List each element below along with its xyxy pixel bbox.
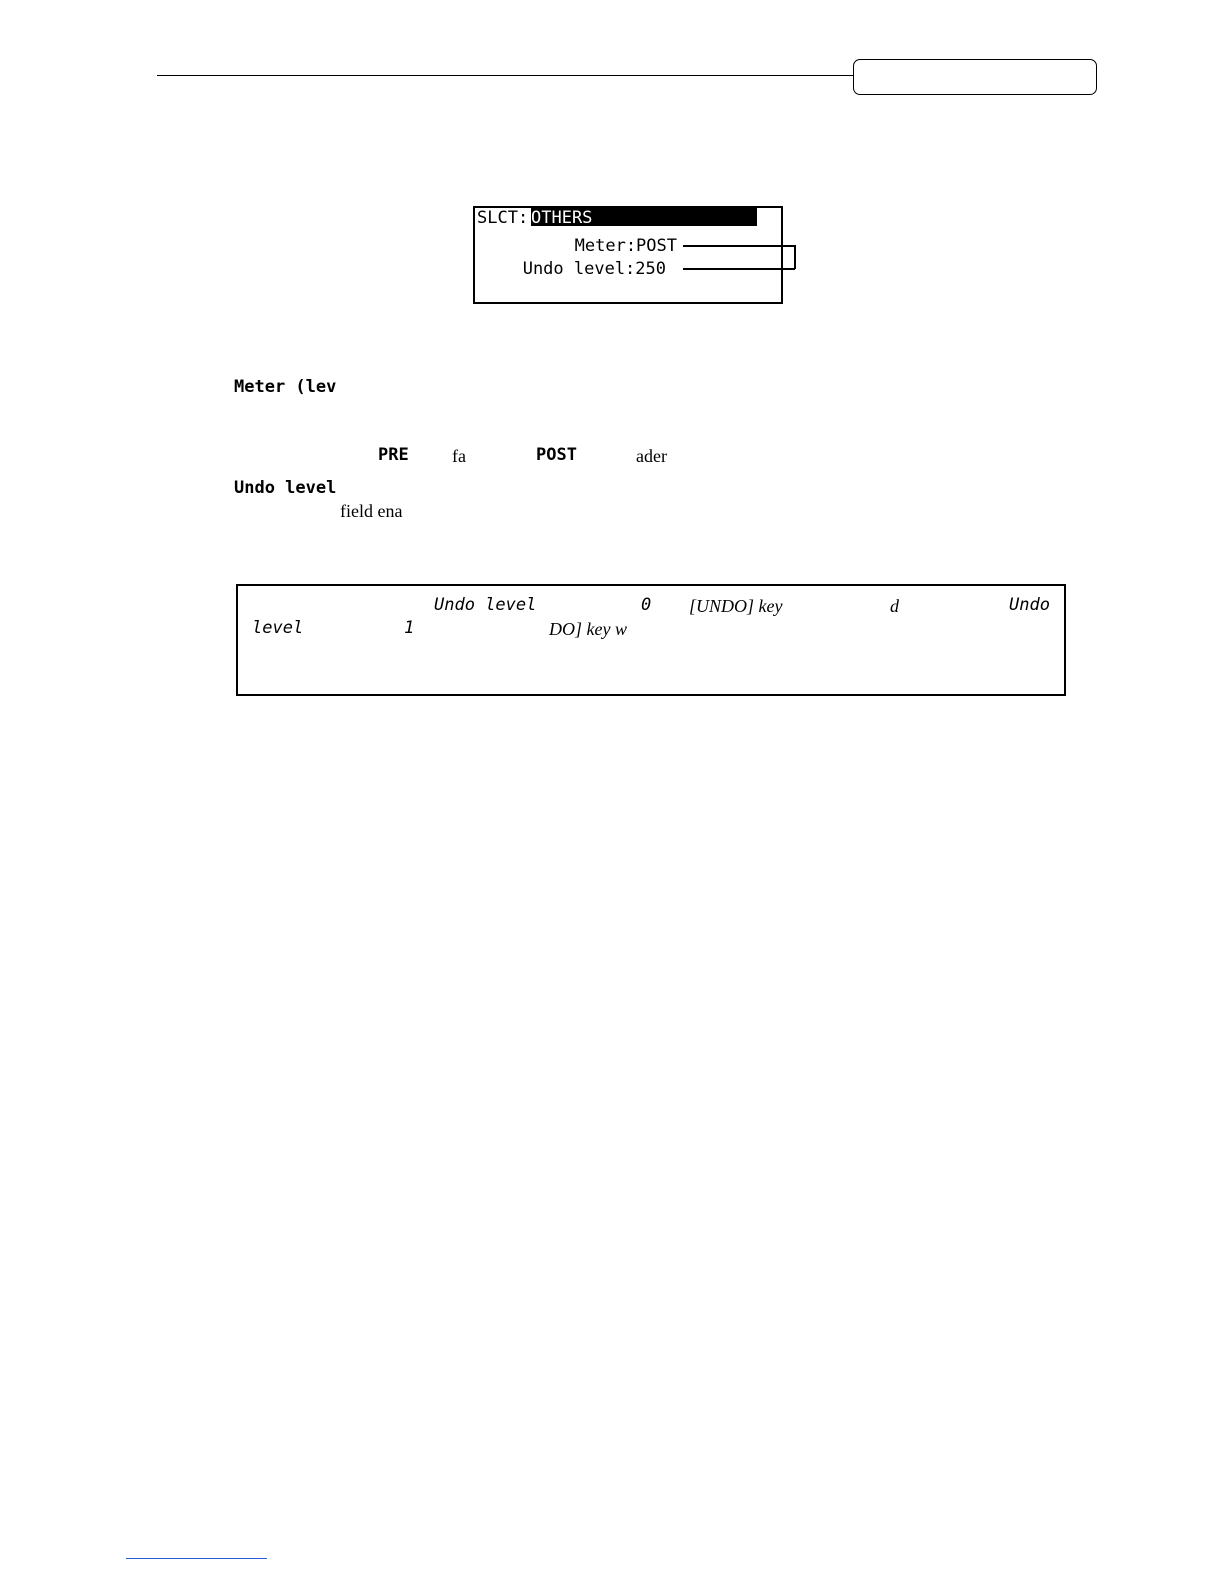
pre-option: PRE <box>378 445 409 465</box>
note-box <box>236 584 1066 696</box>
callout-bracket <box>794 245 796 269</box>
note-undo-key: [UNDO] key <box>689 596 783 616</box>
callout-leader-undo <box>683 268 795 270</box>
body-text-fragment: field ena <box>340 501 403 521</box>
note-text-fragment: DO] key w <box>549 619 627 639</box>
callout-leader-meter <box>683 245 795 247</box>
note-value-zero: 0 <box>641 595 652 615</box>
note-value-one: 1 <box>404 618 415 638</box>
body-text-fragment: fa <box>452 446 466 466</box>
post-option: POST <box>536 445 577 465</box>
lcd-meter-row: Meter:POST <box>574 236 677 256</box>
lcd-undo-row: Undo level:250 <box>522 259 666 279</box>
body-text-fragment: ader <box>636 446 667 466</box>
undo-level-heading: Undo level <box>234 478 337 498</box>
footer-link-rule[interactable] <box>126 1558 267 1559</box>
header-rule <box>157 75 854 76</box>
note-undo: Undo <box>1009 595 1050 615</box>
note-level: level <box>252 618 304 638</box>
note-text-fragment: d <box>890 596 899 616</box>
meter-heading: Meter (lev <box>234 377 337 397</box>
lcd-title-label: SLCT: <box>477 208 529 228</box>
lcd-display <box>473 206 783 304</box>
header-tab <box>853 59 1097 95</box>
lcd-title-value: OTHERS <box>531 208 757 226</box>
note-undo-level: Undo level <box>434 595 537 615</box>
